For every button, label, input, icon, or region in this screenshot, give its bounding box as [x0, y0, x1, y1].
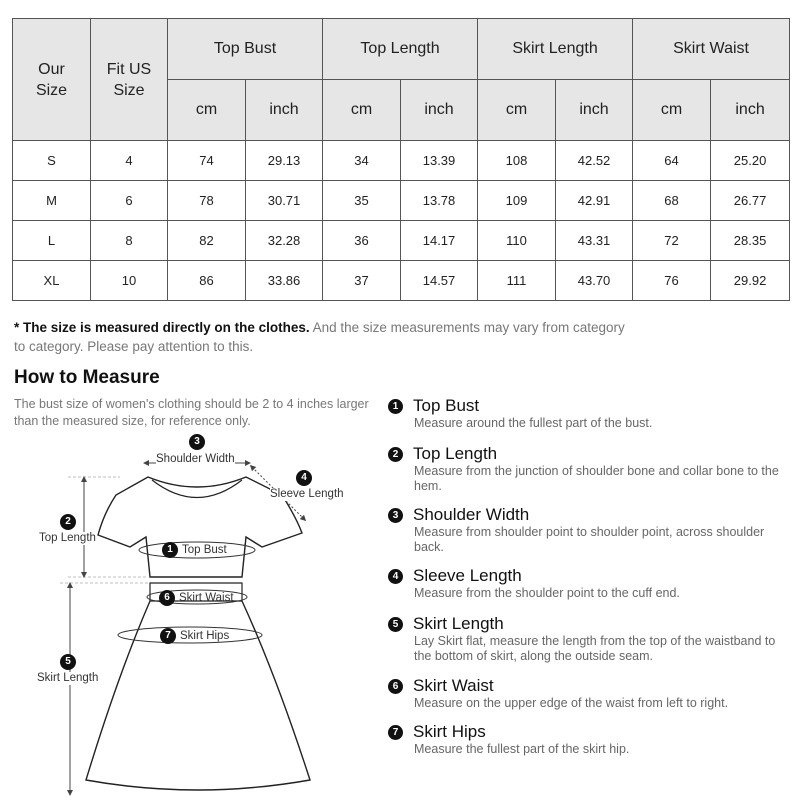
size-note-rest: And the size measurements may vary from category to category. Please pay attention to this.	[14, 320, 625, 354]
how-to-measure-desc: The bust size of women's clothing should be 2 to 4 inches larger than the measured size, for reference only.	[14, 397, 369, 428]
table-row	[13, 261, 790, 301]
table-row	[13, 141, 790, 181]
measure-title: Skirt Waist	[413, 676, 494, 695]
table-cell: 82	[168, 221, 246, 261]
measure-desc: Measure from the shoulder point to the cuff end.	[414, 586, 680, 600]
table-cell: 14.57	[401, 261, 478, 301]
list-item	[388, 566, 788, 601]
unit-inch: inch	[556, 80, 633, 141]
table-cell: 109	[478, 181, 556, 221]
table-cell: 6	[91, 181, 168, 221]
number-badge: 3	[388, 508, 403, 523]
label-sleeve-length: Sleeve Length	[270, 488, 344, 500]
marker-6: 6	[159, 590, 175, 606]
table-row	[13, 181, 790, 221]
size-chart-table	[12, 18, 790, 301]
table-cell: 37	[323, 261, 401, 301]
table-cell: 34	[323, 141, 401, 181]
number-badge: 5	[388, 617, 403, 632]
measure-title: Shoulder Width	[413, 505, 530, 524]
table-cell: 86	[168, 261, 246, 301]
dress-illustration	[0, 425, 380, 800]
marker-2: 2	[60, 514, 76, 530]
measure-desc: Measure around the fullest part of the bust.	[414, 416, 653, 430]
table-cell: 36	[323, 221, 401, 261]
label-skirt-length: Skirt Length	[37, 672, 99, 684]
table-cell: 72	[633, 221, 711, 261]
table-cell: 4	[91, 141, 168, 181]
number-badge: 6	[388, 679, 403, 694]
table-cell: 28.35	[711, 221, 790, 261]
unit-inch: inch	[246, 80, 323, 141]
table-cell: 8	[91, 221, 168, 261]
table-cell: 43.70	[556, 261, 633, 301]
number-badge: 2	[388, 447, 403, 462]
measure-desc: Lay Skirt flat, measure the length from the top of the waistband to the bottom of skirt, along the outside seam.	[414, 634, 776, 663]
header-fit-us-size: Fit US Size	[91, 19, 168, 141]
unit-cm: cm	[633, 80, 711, 141]
table-cell: 10	[91, 261, 168, 301]
measure-desc: Measure from shoulder point to shoulder point, across shoulder back.	[414, 525, 765, 554]
table-cell: 13.39	[401, 141, 478, 181]
measure-title: Skirt Length	[413, 614, 504, 633]
table-cell: 78	[168, 181, 246, 221]
measure-title: Skirt Hips	[413, 722, 486, 741]
table-cell: 108	[478, 141, 556, 181]
table-cell: 30.71	[246, 181, 323, 221]
list-item	[388, 505, 788, 555]
table-cell: 25.20	[711, 141, 790, 181]
number-badge: 7	[388, 725, 403, 740]
marker-3: 3	[189, 434, 205, 450]
unit-cm: cm	[323, 80, 401, 141]
measure-desc: Measure the fullest part of the skirt hip.	[414, 742, 630, 756]
list-item	[388, 722, 788, 757]
number-badge: 1	[388, 399, 403, 414]
table-cell: 110	[478, 221, 556, 261]
marker-4: 4	[296, 470, 312, 486]
measure-title: Sleeve Length	[413, 566, 522, 585]
measure-desc: Measure on the upper edge of the waist from left to right.	[414, 696, 729, 710]
table-cell: S	[13, 141, 91, 181]
table-cell: 29.92	[711, 261, 790, 301]
table-cell: 68	[633, 181, 711, 221]
list-item	[388, 396, 788, 431]
list-item	[388, 614, 788, 664]
table-cell: 74	[168, 141, 246, 181]
table-cell: 42.91	[556, 181, 633, 221]
table-cell: 33.86	[246, 261, 323, 301]
measure-title: Top Bust	[413, 396, 480, 415]
marker-5: 5	[60, 654, 76, 670]
table-cell: 64	[633, 141, 711, 181]
number-badge: 4	[388, 569, 403, 584]
table-cell: 29.13	[246, 141, 323, 181]
table-row	[13, 221, 790, 261]
table-cell: L	[13, 221, 91, 261]
unit-inch: inch	[711, 80, 790, 141]
table-cell: XL	[13, 261, 91, 301]
how-to-measure-title: How to Measure	[14, 367, 160, 388]
table-cell: 14.17	[401, 221, 478, 261]
list-item	[388, 444, 788, 494]
list-item	[388, 676, 788, 711]
label-skirt-hips: Skirt Hips	[180, 630, 230, 642]
header-skirt-waist: Skirt Waist	[633, 19, 790, 80]
label-top-length: Top Length	[39, 532, 96, 544]
table-cell: 32.28	[246, 221, 323, 261]
table-cell: 111	[478, 261, 556, 301]
table-cell: 26.77	[711, 181, 790, 221]
size-note	[14, 318, 634, 356]
header-skirt-length: Skirt Length	[478, 19, 633, 80]
unit-inch: inch	[401, 80, 478, 141]
dress-measure-diagram	[0, 425, 380, 800]
unit-cm: cm	[478, 80, 556, 141]
label-shoulder-width: Shoulder Width	[156, 453, 235, 465]
table-cell: 43.31	[556, 221, 633, 261]
header-top-bust: Top Bust	[168, 19, 323, 80]
header-top-length: Top Length	[323, 19, 478, 80]
measure-desc: Measure from the junction of shoulder bone and collar bone to the hem.	[414, 464, 779, 493]
table-cell: 35	[323, 181, 401, 221]
table-cell: 42.52	[556, 141, 633, 181]
table-cell: 76	[633, 261, 711, 301]
table-cell: M	[13, 181, 91, 221]
measure-title: Top Length	[413, 444, 498, 463]
header-our-size: Our Size	[13, 19, 91, 141]
marker-7: 7	[160, 628, 176, 644]
unit-cm: cm	[168, 80, 246, 141]
size-note-bold: * The size is measured directly on the clothes.	[14, 320, 310, 335]
label-top-bust: Top Bust	[182, 544, 227, 556]
marker-1: 1	[162, 542, 178, 558]
table-cell: 13.78	[401, 181, 478, 221]
label-skirt-waist: Skirt Waist	[179, 592, 234, 604]
